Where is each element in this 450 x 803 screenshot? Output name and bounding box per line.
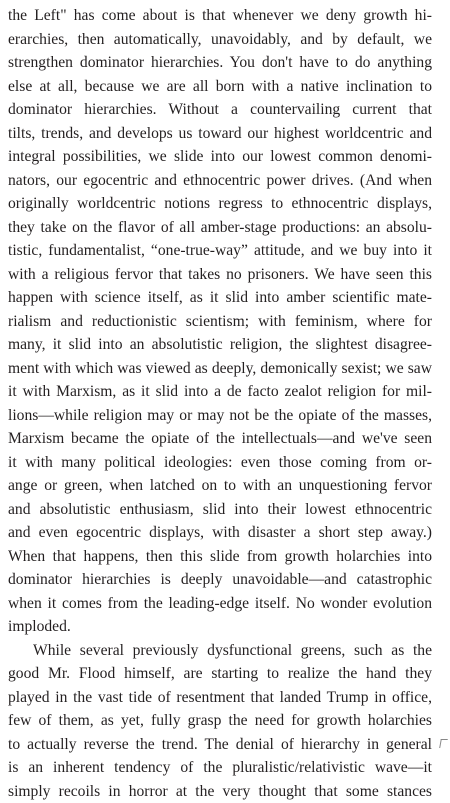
text-line: many, it slid into an absolutistic religion, the slightest disagree- [8, 333, 432, 357]
text-line: originally worldcentric notions regress to ethnocentric displays, [8, 192, 432, 216]
text-line: the Left" has come about is that whenever we deny growth hi- [8, 4, 432, 28]
text-line: integral possibilities, we slide into our lowest common denomi- [8, 145, 432, 169]
text-line: ange or green, when latched on to with an unquestioning fervor [8, 474, 432, 498]
text-line: dominator hierarchies is deeply unavoidable—and catastrophic [8, 568, 432, 592]
text-line: dominator hierarchies. Without a countervailing current that [8, 98, 432, 122]
text-line: Marxism became the opiate of the intellectuals—and we've seen [8, 427, 432, 451]
text-line: strengthen dominator hierarchies. You don't have to do anything [8, 51, 432, 75]
text-line: when it comes from the leading-edge itself. No wonder evolution [8, 592, 432, 616]
page-corner-mark [439, 739, 448, 748]
text-line: While several previously dysfunctional greens, such as the [8, 639, 432, 663]
text-line: simply recoils in horror at the very thought that some stances [8, 780, 432, 803]
text-line: rialism and reductionistic scientism; with feminism, where for [8, 310, 432, 334]
text-line: else at all, because we are all born with a native inclination to [8, 75, 432, 99]
text-line: few of them, as yet, fully grasp the need for growth holarchies [8, 709, 432, 733]
text-line: they take on the flavor of all amber-stage productions: an absolu- [8, 216, 432, 240]
body-text [8, 4, 432, 803]
paragraph [8, 639, 432, 803]
text-line: is an inherent tendency of the pluralistic/relativistic wave—it [8, 756, 432, 780]
text-line: When that happens, then this slide from growth holarchies into [8, 545, 432, 569]
text-line: happen with science itself, as it slid into amber scientific mate- [8, 286, 432, 310]
text-line: tistic, fundamentalist, “one-true-way” attitude, and we buy into it [8, 239, 432, 263]
text-line: nators, our egocentric and ethnocentric power drives. (And when [8, 169, 432, 193]
text-line: it with Marxism, as it slid into a de facto zealot religion for mil- [8, 380, 432, 404]
text-line: erarchies, then automatically, unavoidably, and by default, we [8, 28, 432, 52]
text-line: played in the vast tide of resentment that landed Trump in office, [8, 686, 432, 710]
text-line: it with many political ideologies: even those coming from or- [8, 451, 432, 475]
text-line: and absolutistic enthusiasm, slid into their lowest ethnocentric [8, 498, 432, 522]
text-line: and even egocentric displays, with disaster a short step away.) [8, 521, 432, 545]
text-line: imploded. [8, 615, 432, 639]
text-line: lions—while religion may or may not be the opiate of the masses, [8, 404, 432, 428]
paragraph [8, 4, 432, 639]
text-line: to actually reverse the trend. The denial of hierarchy in general [8, 733, 432, 757]
text-line: with a religious fervor that takes no prisoners. We have seen this [8, 263, 432, 287]
text-line: good Mr. Flood himself, are starting to realize the hand they [8, 662, 432, 686]
text-line: tilts, trends, and develops us toward our highest worldcentric and [8, 122, 432, 146]
text-line: ment with which was viewed as deeply, demonically sexist; we saw [8, 357, 432, 381]
